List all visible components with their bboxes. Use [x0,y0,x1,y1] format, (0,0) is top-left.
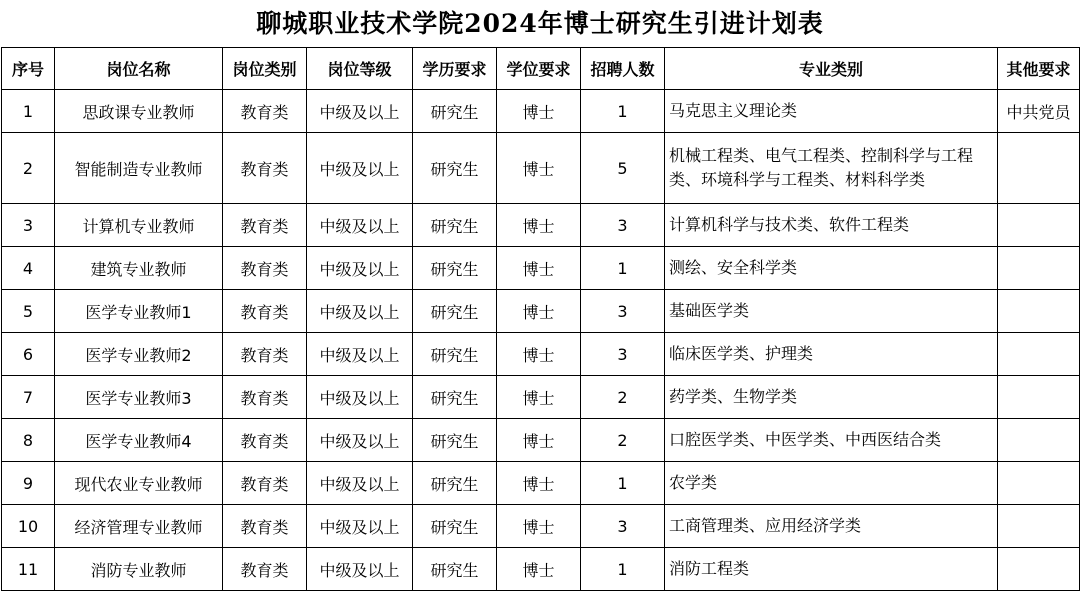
cell-degree: 博士 [497,462,581,505]
cell-other [998,419,1080,462]
cell-education: 研究生 [413,505,497,548]
table-row [2,419,1080,462]
cell-index: 9 [2,462,55,505]
cell-education: 研究生 [413,133,497,204]
cell-degree: 博士 [497,204,581,247]
table-row [2,90,1080,133]
cell-position-level: 中级及以上 [307,247,413,290]
cell-position-level: 中级及以上 [307,204,413,247]
cell-major: 消防工程类 [665,548,998,591]
table-row [2,290,1080,333]
header-row [2,48,1080,90]
header-degree: 学位要求 [497,48,581,90]
cell-position-name: 医学专业教师4 [55,419,223,462]
cell-other [998,376,1080,419]
cell-headcount: 3 [581,290,665,333]
cell-education: 研究生 [413,90,497,133]
cell-position-category: 教育类 [223,419,307,462]
header-position-name: 岗位名称 [55,48,223,90]
cell-position-level: 中级及以上 [307,505,413,548]
cell-position-level: 中级及以上 [307,333,413,376]
cell-position-name: 医学专业教师2 [55,333,223,376]
cell-position-name: 计算机专业教师 [55,204,223,247]
cell-position-name: 思政课专业教师 [55,90,223,133]
table-row [2,376,1080,419]
cell-headcount: 2 [581,419,665,462]
cell-major: 药学类、生物学类 [665,376,998,419]
cell-position-category: 教育类 [223,376,307,419]
cell-position-category: 教育类 [223,90,307,133]
cell-index: 4 [2,247,55,290]
cell-position-level: 中级及以上 [307,376,413,419]
cell-degree: 博士 [497,376,581,419]
recruitment-table [1,47,1080,591]
cell-degree: 博士 [497,333,581,376]
cell-index: 10 [2,505,55,548]
cell-index: 1 [2,90,55,133]
cell-position-level: 中级及以上 [307,290,413,333]
cell-education: 研究生 [413,290,497,333]
cell-headcount: 1 [581,548,665,591]
cell-position-category: 教育类 [223,505,307,548]
cell-position-level: 中级及以上 [307,548,413,591]
cell-position-name: 建筑专业教师 [55,247,223,290]
cell-degree: 博士 [497,247,581,290]
cell-other [998,548,1080,591]
cell-education: 研究生 [413,376,497,419]
cell-headcount: 3 [581,505,665,548]
cell-position-name: 消防专业教师 [55,548,223,591]
cell-education: 研究生 [413,333,497,376]
cell-major: 基础医学类 [665,290,998,333]
cell-headcount: 3 [581,333,665,376]
cell-position-level: 中级及以上 [307,462,413,505]
header-headcount: 招聘人数 [581,48,665,90]
table-row [2,505,1080,548]
table-row [2,133,1080,204]
cell-education: 研究生 [413,204,497,247]
header-other: 其他要求 [998,48,1080,90]
cell-degree: 博士 [497,419,581,462]
table-row [2,204,1080,247]
header-position-level: 岗位等级 [307,48,413,90]
cell-position-category: 教育类 [223,290,307,333]
cell-degree: 博士 [497,290,581,333]
cell-index: 3 [2,204,55,247]
cell-other: 中共党员 [998,90,1080,133]
cell-position-category: 教育类 [223,204,307,247]
cell-headcount: 1 [581,462,665,505]
cell-headcount: 1 [581,247,665,290]
cell-education: 研究生 [413,419,497,462]
table-row [2,462,1080,505]
cell-position-name: 现代农业专业教师 [55,462,223,505]
cell-position-category: 教育类 [223,548,307,591]
cell-degree: 博士 [497,548,581,591]
cell-other [998,290,1080,333]
cell-degree: 博士 [497,133,581,204]
page-title: 聊城职业技术学院2024年博士研究生引进计划表 [256,9,824,38]
cell-other [998,333,1080,376]
cell-other [998,462,1080,505]
cell-position-level: 中级及以上 [307,133,413,204]
cell-other [998,204,1080,247]
header-education: 学历要求 [413,48,497,90]
cell-position-category: 教育类 [223,462,307,505]
cell-position-category: 教育类 [223,247,307,290]
cell-education: 研究生 [413,247,497,290]
cell-education: 研究生 [413,462,497,505]
cell-major: 口腔医学类、中医学类、中西医结合类 [665,419,998,462]
cell-position-name: 智能制造专业教师 [55,133,223,204]
cell-position-name: 医学专业教师1 [55,290,223,333]
table-row [2,247,1080,290]
cell-major: 测绘、安全科学类 [665,247,998,290]
cell-position-name: 经济管理专业教师 [55,505,223,548]
cell-degree: 博士 [497,90,581,133]
cell-education: 研究生 [413,548,497,591]
cell-other [998,133,1080,204]
cell-index: 6 [2,333,55,376]
cell-major: 工商管理类、应用经济学类 [665,505,998,548]
cell-position-level: 中级及以上 [307,90,413,133]
cell-other [998,505,1080,548]
cell-index: 2 [2,133,55,204]
cell-headcount: 3 [581,204,665,247]
cell-index: 11 [2,548,55,591]
cell-major: 马克思主义理论类 [665,90,998,133]
cell-headcount: 1 [581,90,665,133]
cell-position-category: 教育类 [223,333,307,376]
header-major: 专业类别 [665,48,998,90]
table-row [2,548,1080,591]
header-position-category: 岗位类别 [223,48,307,90]
cell-degree: 博士 [497,505,581,548]
cell-index: 7 [2,376,55,419]
cell-headcount: 2 [581,376,665,419]
cell-headcount: 5 [581,133,665,204]
cell-index: 5 [2,290,55,333]
header-index: 序号 [2,48,55,90]
cell-major: 计算机科学与技术类、软件工程类 [665,204,998,247]
cell-position-name: 医学专业教师3 [55,376,223,419]
cell-position-level: 中级及以上 [307,419,413,462]
cell-position-category: 教育类 [223,133,307,204]
cell-major: 临床医学类、护理类 [665,333,998,376]
table-row [2,333,1080,376]
cell-other [998,247,1080,290]
cell-index: 8 [2,419,55,462]
cell-major: 农学类 [665,462,998,505]
cell-major: 机械工程类、电气工程类、控制科学与工程类、环境科学与工程类、材料科学类 [665,133,998,204]
